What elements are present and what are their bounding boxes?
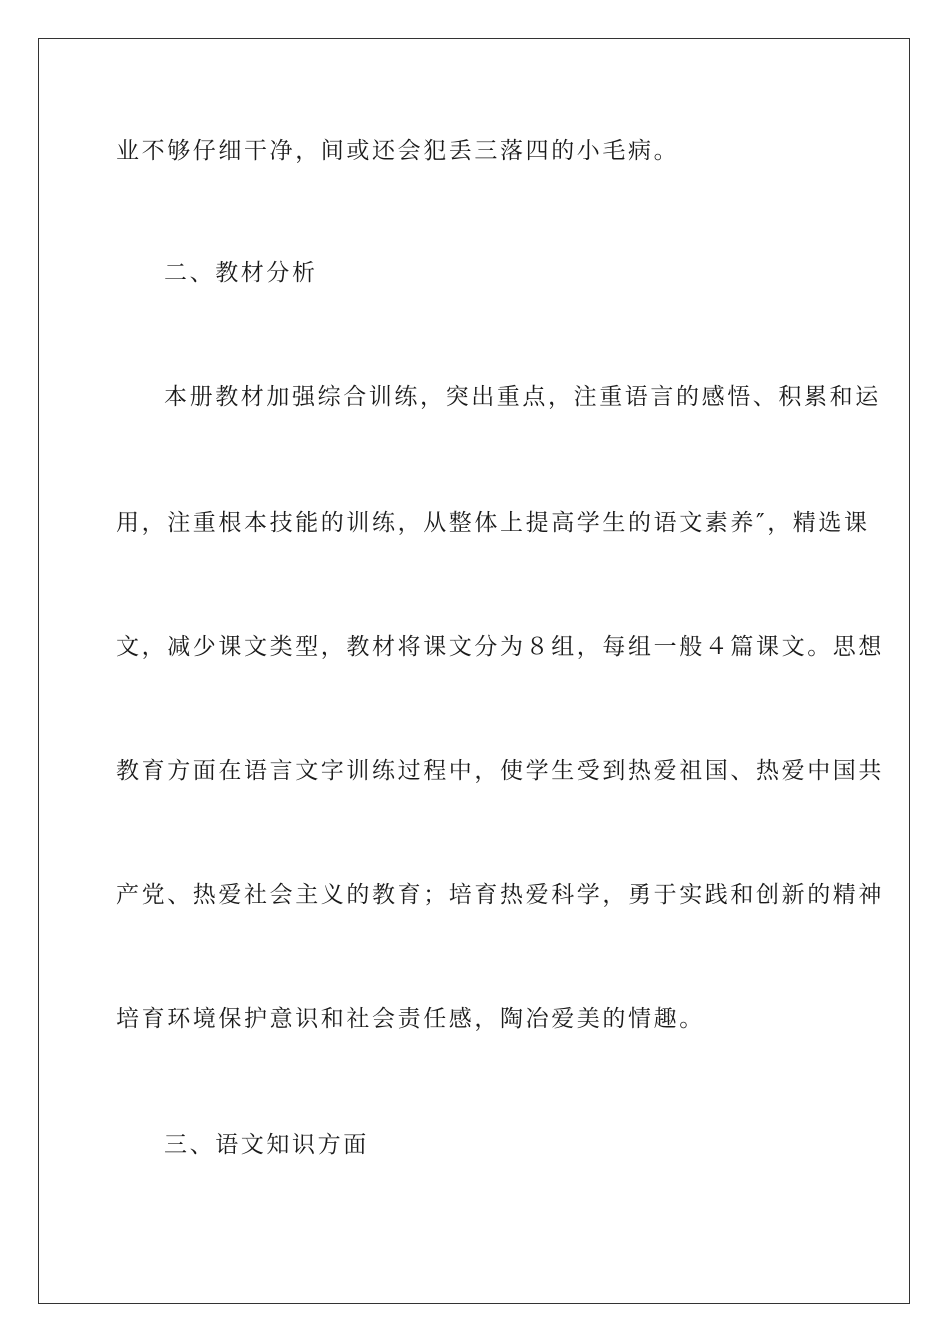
paragraph-line: 教育方面在语言文字训练过程中，使学生受到热爱祖国、热爱中国共 [116,758,884,784]
paragraph-line: 文，减少课文类型，教材将课文分为８组，每组一般４篇课文。思想 [116,634,884,660]
paragraph-line: 业不够仔细干净，间或还会犯丢三落四的小毛病。 [116,138,680,164]
paragraph-line: 培育环境保护意识和社会责任感，陶冶爱美的情趣。 [116,1006,705,1032]
section-heading-language-knowledge: 三、语文知识方面 [164,1132,369,1158]
page-border [38,38,910,1304]
paragraph-line: 本册教材加强综合训练，突出重点，注重语言的感悟、积累和运 [164,384,881,410]
paragraph-line: 用，注重根本技能的训练，从整体上提高学生的语文素养″，精选课 [116,510,870,536]
section-heading-teaching-material: 二、教材分析 [164,260,318,286]
paragraph-line: 产党、热爱社会主义的教育；培育热爱科学，勇于实践和创新的精神 [116,882,884,908]
